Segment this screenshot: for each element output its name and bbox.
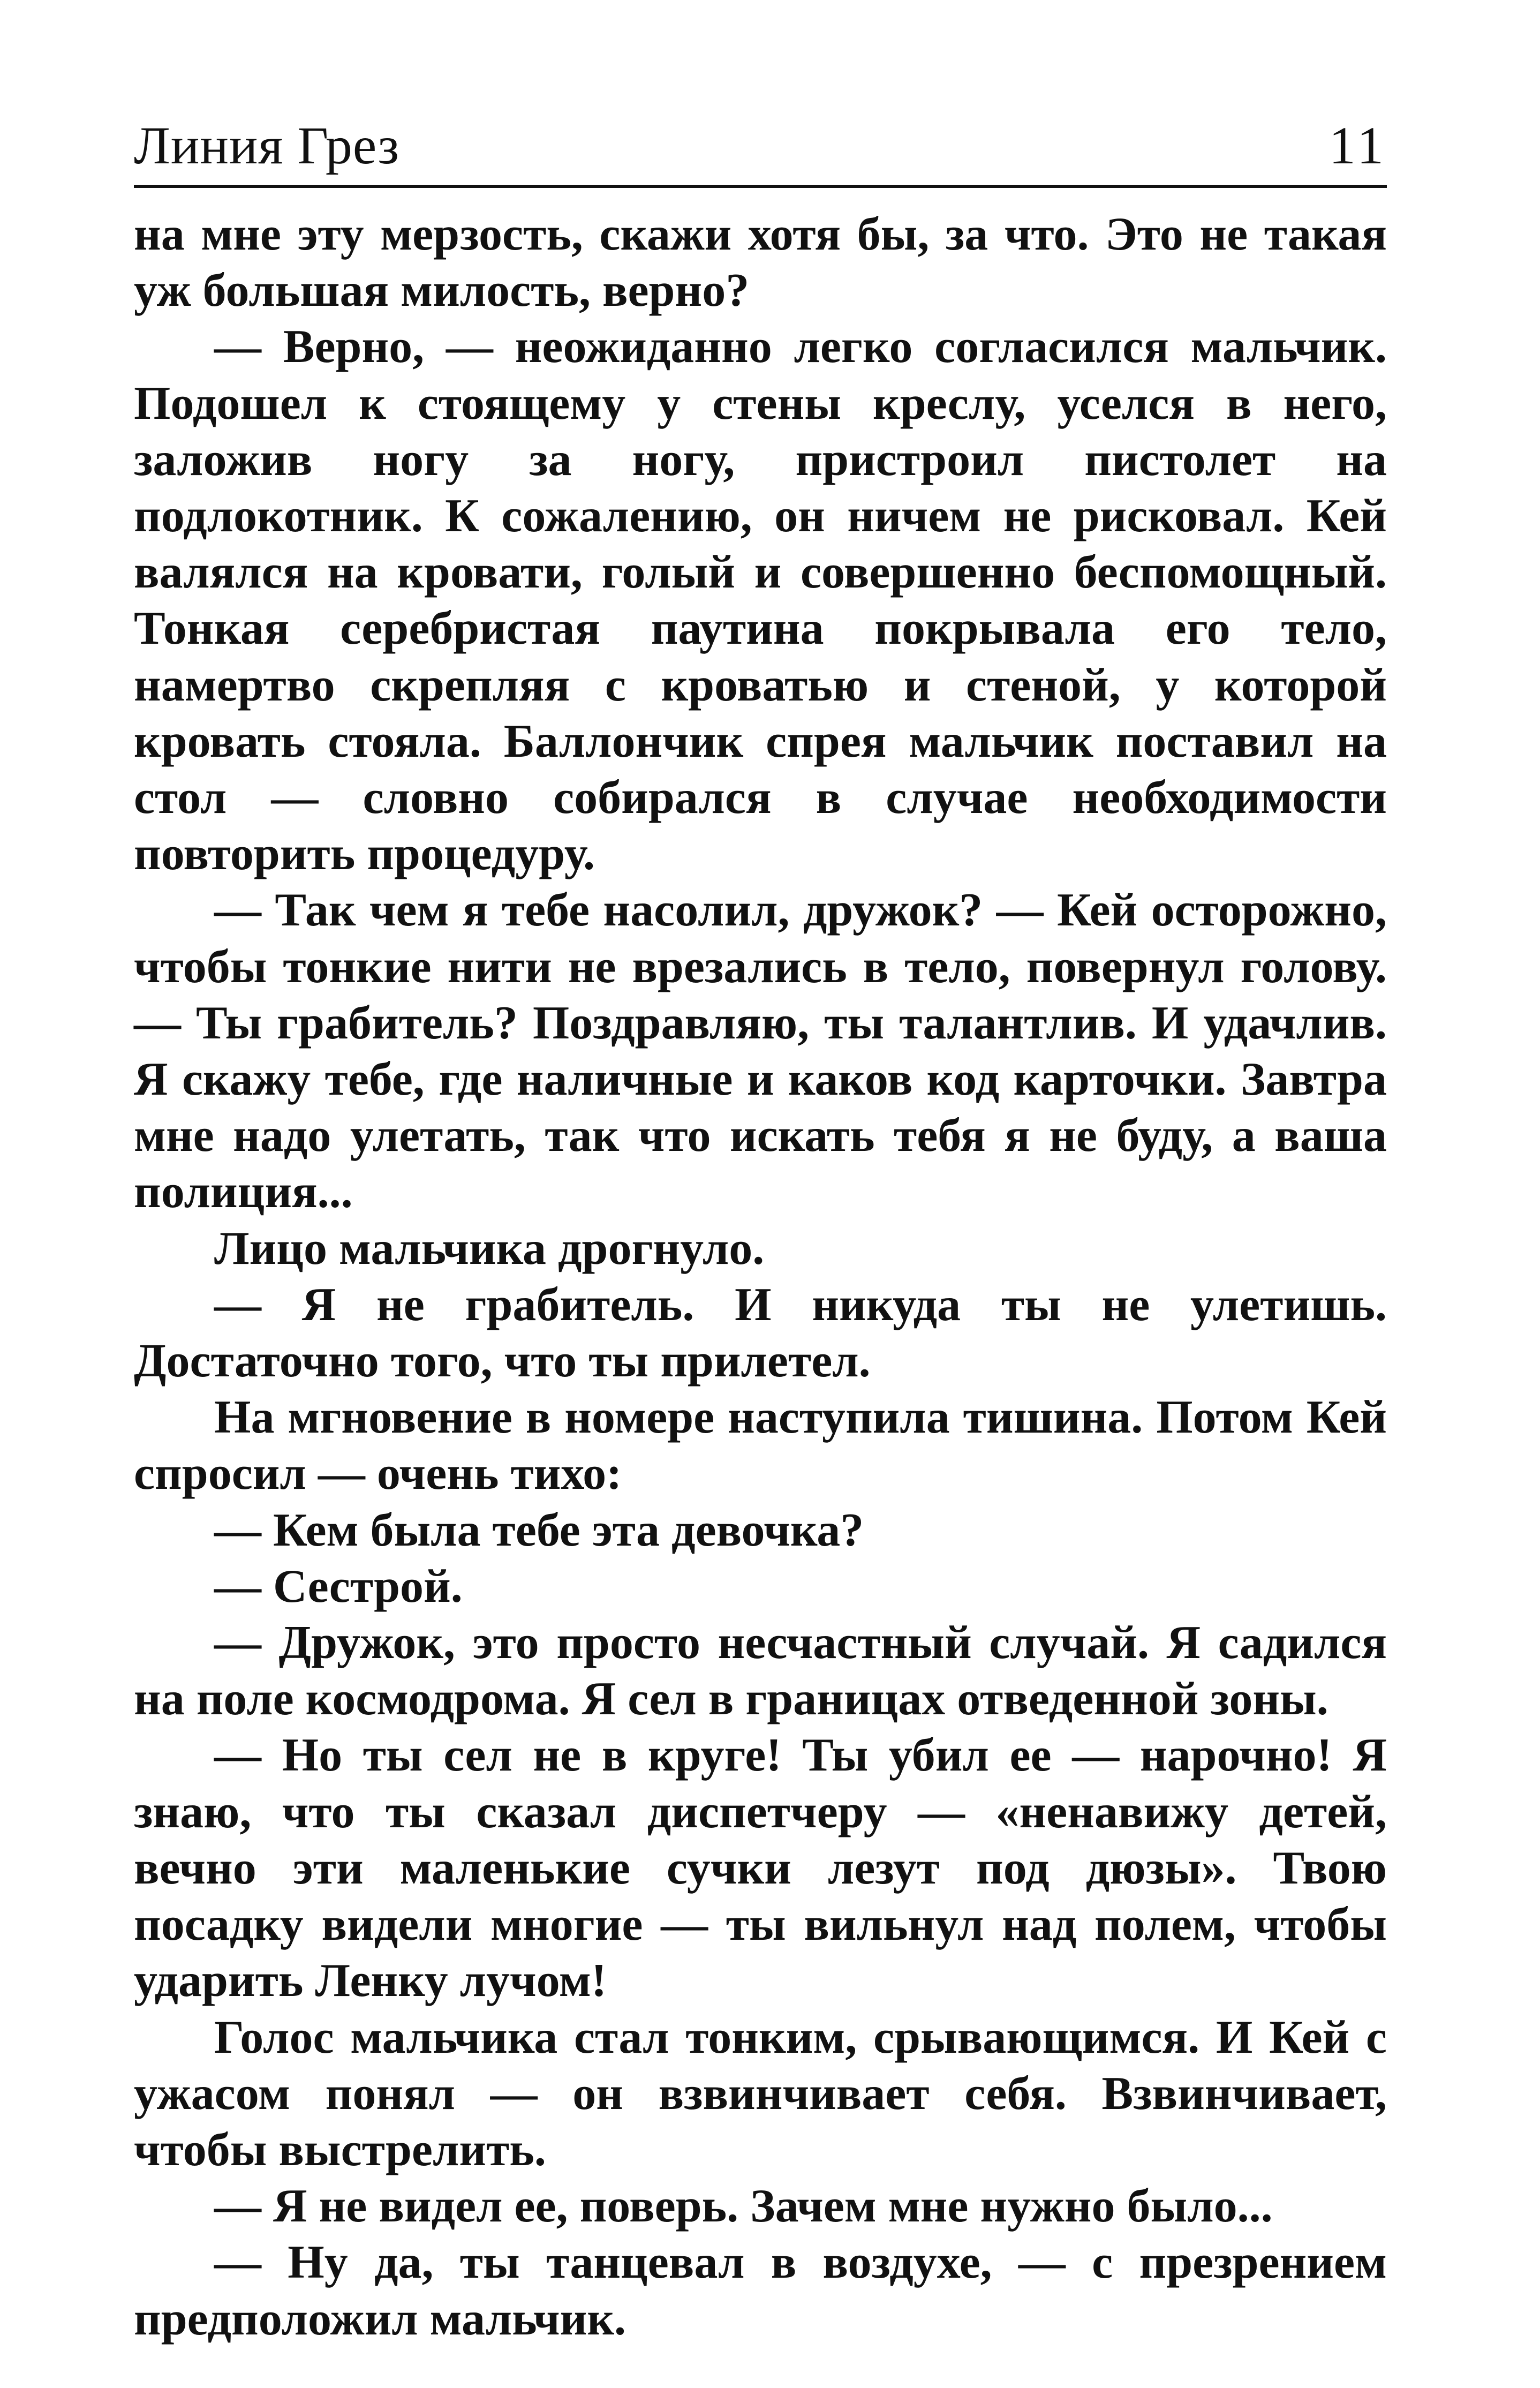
paragraph: — Кем была тебе эта девочка? [214, 1504, 864, 1556]
paragraph: — Но ты сел не в круге! Ты убил ее — нарочно! Я знаю, что ты сказал диспетчеру — «ненавижу детей, вечно эти маленькие сучки лезут под дюзы». Твою посадку видели многие — ты вильнул над полем, чтобы ударить Ленку лучом! [134, 1729, 1387, 2007]
running-title: Линия Грез [134, 116, 399, 175]
paragraph: — Дружок, это просто несчастный случай. Я садился на поле космодрома. Я сел в границах отведенной зоны. [134, 1617, 1387, 1726]
body-text [134, 206, 1387, 2347]
paragraph: — Ну да, ты танцевал в воздухе, — с презрением предположил мальчик. [134, 2236, 1387, 2345]
paragraph: — Так чем я тебе насолил, дружок? — Кей осторожно, чтобы тонкие нити не врезались в тело, повернул голову. — Ты грабитель? Поздравляю, ты талантлив. И удачлив. Я скажу тебе, где наличные и каков код карточки. Завтра мне надо улетать, так что искать тебя я не буду, а ваша полиция... [134, 884, 1387, 1218]
paragraph: на мне эту мерзость, скажи хотя бы, за что. Это не такая уж большая милость, верно? [134, 208, 1387, 317]
paragraph: На мгновение в номере наступила тишина. Потом Кей спросил — очень тихо: [134, 1391, 1387, 1500]
header-rule [134, 185, 1387, 188]
paragraph: Голос мальчика стал тонким, срывающимся. И Кей с ужасом понял — он взвинчивает себя. Взвинчивает, чтобы выстрелить. [134, 2011, 1387, 2176]
paragraph: Лицо мальчика дрогнуло. [214, 1222, 765, 1275]
paragraph: — Я не грабитель. И никуда ты не улетишь. Достаточно того, что ты прилетел. [134, 1278, 1387, 1388]
page-number: 11 [1328, 116, 1387, 175]
paragraph: — Я не видел ее, поверь. Зачем мне нужно было... [214, 2180, 1273, 2233]
running-head [134, 107, 1387, 182]
paragraph: — Сестрой. [214, 1560, 463, 1613]
paragraph: — Верно, — неожиданно легко согласился мальчик. Подошел к стоящему у стены креслу, уселся в него, заложив ногу за ногу, пристроил пистолет на подлокотник. К сожалению, он ничем не рисковал. Кей валялся на кровати, голый и совершенно беспомощный. Тонкая серебристая паутина покрывала его тело, намертво скрепляя с кроватью и стеной, у которой кровать стояла. Баллончик спрея мальчик поставил на стол — словно собирался в случае необходимости повторить процедуру. [134, 321, 1387, 880]
